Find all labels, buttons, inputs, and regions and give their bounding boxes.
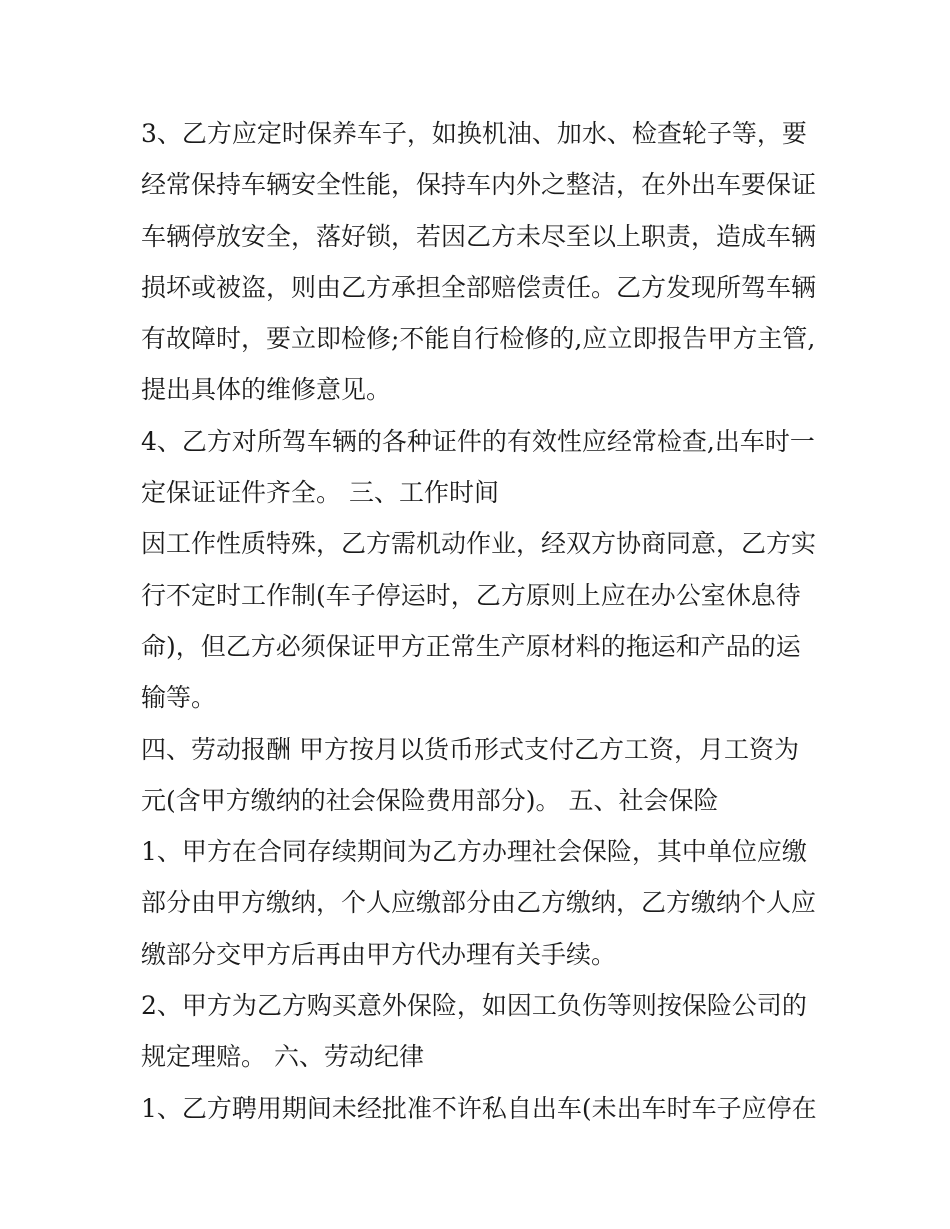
text-line: 1、甲方在合同存续期间为乙方办理社会保险，其中单位应缴 <box>141 837 807 867</box>
text-line: 部分由甲方缴纳，个人应缴部分由乙方缴纳，乙方缴纳个人应 <box>141 888 817 918</box>
text-line: 经常保持车辆安全性能，保持车内外之整洁，在外出车要保证 <box>141 170 817 200</box>
text-line: 输等。 <box>141 683 217 713</box>
text-line: 3、乙方应定时保养车子，如换机油、加水、检查轮子等，要 <box>141 119 807 148</box>
text-line: 规定理赔。 六、劳动纪律 <box>141 1042 424 1072</box>
text-line: 缴部分交甲方后再由甲方代办理有关手续。 <box>141 939 617 969</box>
text-line: 元(含甲方缴纳的社会保险费用部分)。 五、社会保险 <box>141 785 719 815</box>
text-line: 有故障时，要立即检修;不能自行检修的,应立即报告甲方主管, <box>141 324 816 354</box>
text-line: 提出具体的维修意见。 <box>141 375 392 405</box>
text-line: 四、劳动报酬 甲方按月以货币形式支付乙方工资，月工资为 <box>141 734 799 764</box>
text-line: 4、乙方对所驾车辆的各种证件的有效性应经常检查,出车时一 <box>141 426 815 456</box>
text-line: 车辆停放安全，落好锁，若因乙方未尽至以上职责，造成车辆 <box>141 221 817 251</box>
text-line: 2、甲方为乙方购买意外保险，如因工负伤等则按保险公司的 <box>141 991 807 1021</box>
document-body <box>141 108 821 1134</box>
text-line: 损坏或被盗，则由乙方承担全部赔偿责任。乙方发现所驾车辆 <box>141 272 817 302</box>
text-line: 定保证证件齐全。 三、工作时间 <box>141 478 499 508</box>
text-line: 1、乙方聘用期间未经批准不许私自出车(未出车时车子应停在 <box>141 1093 817 1123</box>
text-line: 行不定时工作制(车子停运时，乙方原则上应在办公室休息待 <box>141 580 801 610</box>
text-line: 因工作性质特殊，乙方需机动作业，经双方协商同意，乙方实 <box>141 529 817 559</box>
text-line: 命)，但乙方必须保证甲方正常生产原材料的拖运和产品的运 <box>141 631 801 661</box>
